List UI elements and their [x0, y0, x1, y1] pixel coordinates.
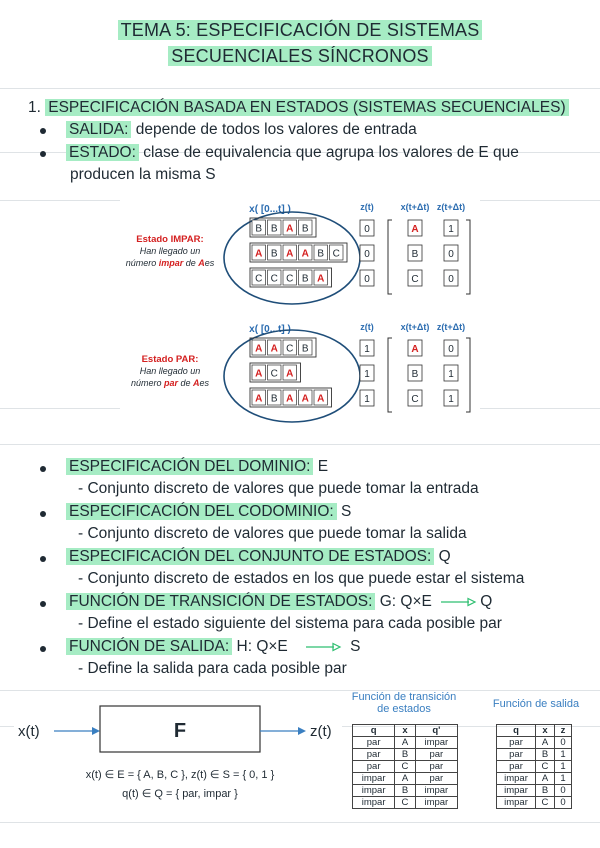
- sequence-symbol: C: [270, 368, 278, 380]
- table-cell: impar: [353, 797, 395, 809]
- output-table: [496, 724, 572, 809]
- table-cell: impar: [353, 785, 395, 797]
- table-cell: 0: [554, 785, 571, 797]
- table-cell: impar: [497, 785, 536, 797]
- bullet-salida: SALIDA: depende de todos los valores de entrada: [66, 121, 417, 139]
- sequence-symbol: A: [255, 368, 263, 380]
- table-cell: B: [536, 785, 555, 797]
- table-cell: par: [497, 749, 536, 761]
- x-history-header-2: x( [0...t] ): [249, 324, 291, 335]
- bullet-dot: [40, 556, 46, 562]
- codominio-desc: - Conjunto discreto de valores que puede tomar la salida: [78, 525, 467, 542]
- sequence-symbol: B: [317, 248, 325, 260]
- transicion-desc: - Define el estado siguiente del sistema para cada posible par: [78, 615, 502, 632]
- sequence-symbol: A: [317, 273, 325, 285]
- xnext-value: A: [411, 224, 419, 235]
- state-equivalence-figure: [120, 196, 480, 432]
- table-cell: impar: [497, 797, 536, 809]
- sequence-symbol: A: [255, 393, 263, 405]
- bullet-estado-cont: producen la misma S: [70, 166, 216, 183]
- table-cell: impar: [415, 797, 457, 809]
- table-cell: impar: [415, 785, 457, 797]
- sequence-symbol: C: [255, 273, 263, 285]
- sequence-symbol: A: [301, 393, 309, 405]
- bullet-dot: [40, 646, 46, 652]
- estados-desc: - Conjunto discreto de estados en los que puede estar el sistema: [78, 570, 525, 587]
- xnext-value: C: [411, 274, 419, 285]
- sets-line1: x(t) ∈ E = { A, B, C }, z(t) ∈ S = { 0, 1 }: [85, 769, 275, 781]
- sequence-symbol: A: [255, 248, 263, 260]
- state-impar-desc2: número impar de Aes: [125, 258, 215, 268]
- table-header-cell: q: [497, 725, 536, 737]
- sequence-symbol: A: [286, 223, 294, 235]
- transition-table-title: Función de transición de estados: [351, 691, 457, 715]
- xnext-value: A: [411, 344, 419, 355]
- z-header: z(t): [360, 202, 374, 212]
- table-row: [353, 737, 458, 749]
- table-cell: par: [353, 737, 395, 749]
- z-value: 0: [364, 224, 370, 235]
- znext-header-2: z(t+Δt): [436, 322, 466, 332]
- z-value: 1: [364, 344, 370, 355]
- table-cell: 1: [554, 773, 571, 785]
- sequence-symbol: B: [301, 273, 309, 285]
- bullet-funcion-salida: FUNCIÓN DE SALIDA: H: Q×E S: [66, 638, 360, 656]
- table-cell: par: [415, 749, 457, 761]
- sequence-symbol: B: [270, 393, 278, 405]
- output-table-title: Función de salida: [492, 698, 580, 710]
- bullet-estados: ESPECIFICACIÓN DEL CONJUNTO DE ESTADOS: Q: [66, 548, 451, 566]
- z-value: 1: [364, 369, 370, 380]
- table-cell: 0: [554, 797, 571, 809]
- table-cell: A: [395, 737, 415, 749]
- bullet-dot: [40, 466, 46, 472]
- table-cell: impar: [415, 737, 457, 749]
- table-cell: C: [536, 797, 555, 809]
- table-row: [353, 761, 458, 773]
- sequence-symbol: C: [286, 343, 294, 355]
- xnext-value: C: [411, 394, 419, 405]
- znext-value: 0: [448, 344, 454, 355]
- bullet-dot: [40, 601, 46, 607]
- znext-value: 0: [448, 249, 454, 260]
- sequence-symbol: A: [255, 343, 263, 355]
- arrow-icon: [439, 597, 477, 607]
- sequence-symbol: B: [270, 223, 278, 235]
- table-cell: par: [353, 761, 395, 773]
- bullet-dot: [40, 128, 46, 134]
- znext-value: 1: [448, 369, 454, 380]
- table-cell: par: [497, 737, 536, 749]
- table-cell: C: [395, 797, 415, 809]
- sequence-symbol: B: [301, 223, 309, 235]
- sequence-symbol: A: [301, 248, 309, 260]
- table-header-row: [353, 725, 458, 737]
- table-cell: impar: [353, 773, 395, 785]
- table-row: [353, 797, 458, 809]
- table-cell: par: [415, 773, 457, 785]
- table-cell: A: [536, 773, 555, 785]
- state-par-label: Estado PAR:: [141, 354, 199, 365]
- state-impar-desc1: Han llegado un: [139, 246, 201, 256]
- transition-table: [352, 724, 458, 809]
- sequence-symbol: C: [332, 248, 340, 260]
- table-cell: impar: [497, 773, 536, 785]
- sequence-symbol: A: [286, 393, 294, 405]
- x-history-header: x( [0...t] ): [249, 204, 291, 215]
- table-row: [497, 737, 572, 749]
- table-cell: 1: [554, 761, 571, 773]
- state-par-desc1: Han llegado un: [139, 366, 201, 376]
- bullet-codominio: ESPECIFICACIÓN DEL CODOMINIO: S: [66, 503, 351, 521]
- sets-line2: q(t) ∈ Q = { par, impar }: [122, 788, 238, 800]
- table-header-cell: x: [395, 725, 415, 737]
- section-heading: 1. ESPECIFICACIÓN BASADA EN ESTADOS (SISTEMAS SECUENCIALES): [28, 99, 569, 117]
- block-diagram: [14, 700, 342, 810]
- table-row: [497, 761, 572, 773]
- table-row: [353, 773, 458, 785]
- table-header-cell: q': [415, 725, 457, 737]
- output-label: z(t): [310, 723, 332, 740]
- table-cell: 0: [554, 737, 571, 749]
- z-value: 0: [364, 274, 370, 285]
- z-value: 0: [364, 249, 370, 260]
- sequence-symbol: B: [255, 223, 263, 235]
- z-header-2: z(t): [360, 322, 374, 332]
- xnext-header-2: x(t+Δt): [400, 322, 430, 332]
- table-cell: C: [395, 761, 415, 773]
- input-label: x(t): [18, 723, 40, 740]
- bullet-dominio: ESPECIFICACIÓN DEL DOMINIO: E: [66, 458, 328, 476]
- table-cell: A: [395, 773, 415, 785]
- table-header-cell: x: [536, 725, 555, 737]
- xnext-header: x(t+Δt): [400, 202, 430, 212]
- znext-value: 0: [448, 274, 454, 285]
- znext-value: 1: [448, 394, 454, 405]
- sequence-symbol: C: [286, 273, 294, 285]
- sequence-symbol: A: [286, 368, 294, 380]
- state-par-desc2: número par de Aes: [130, 378, 210, 388]
- table-row: [497, 797, 572, 809]
- znext-header: z(t+Δt): [436, 202, 466, 212]
- z-value: 1: [364, 394, 370, 405]
- table-row: [353, 785, 458, 797]
- bullet-dot: [40, 151, 46, 157]
- table-cell: A: [536, 737, 555, 749]
- table-cell: par: [415, 761, 457, 773]
- table-cell: 1: [554, 749, 571, 761]
- xnext-value: B: [411, 249, 419, 260]
- table-row: [353, 749, 458, 761]
- table-header-cell: z: [554, 725, 571, 737]
- table-row: [497, 785, 572, 797]
- xnext-value: B: [411, 369, 419, 380]
- salida-desc: - Define la salida para cada posible par: [78, 660, 347, 677]
- table-cell: C: [536, 761, 555, 773]
- table-row: [497, 749, 572, 761]
- table-row: [497, 773, 572, 785]
- table-cell: par: [497, 761, 536, 773]
- table-header-cell: q: [353, 725, 395, 737]
- table-cell: B: [395, 785, 415, 797]
- arrow-icon: [304, 642, 342, 652]
- table-cell: B: [536, 749, 555, 761]
- sequence-symbol: C: [270, 273, 278, 285]
- block-f-label: F: [173, 720, 187, 742]
- table-cell: B: [395, 749, 415, 761]
- sequence-symbol: A: [270, 343, 278, 355]
- sequence-symbol: B: [270, 248, 278, 260]
- bullet-transicion: FUNCIÓN DE TRANSICIÓN DE ESTADOS: G: Q×E Q: [66, 593, 492, 611]
- bullet-dot: [40, 511, 46, 517]
- sequence-symbol: B: [301, 343, 309, 355]
- page-title: TEMA 5: ESPECIFICACIÓN DE SISTEMAS: [0, 20, 600, 41]
- table-cell: par: [353, 749, 395, 761]
- table-header-row: [497, 725, 572, 737]
- dominio-desc: - Conjunto discreto de valores que puede tomar la entrada: [78, 480, 479, 497]
- sequence-symbol: A: [317, 393, 325, 405]
- state-impar-label: Estado IMPAR:: [136, 234, 204, 245]
- sequence-symbol: A: [286, 248, 294, 260]
- bullet-estado: ESTADO: clase de equivalencia que agrupa los valores de E que: [66, 144, 519, 162]
- znext-value: 1: [448, 224, 454, 235]
- page-subtitle: SECUENCIALES SÍNCRONOS: [0, 46, 600, 67]
